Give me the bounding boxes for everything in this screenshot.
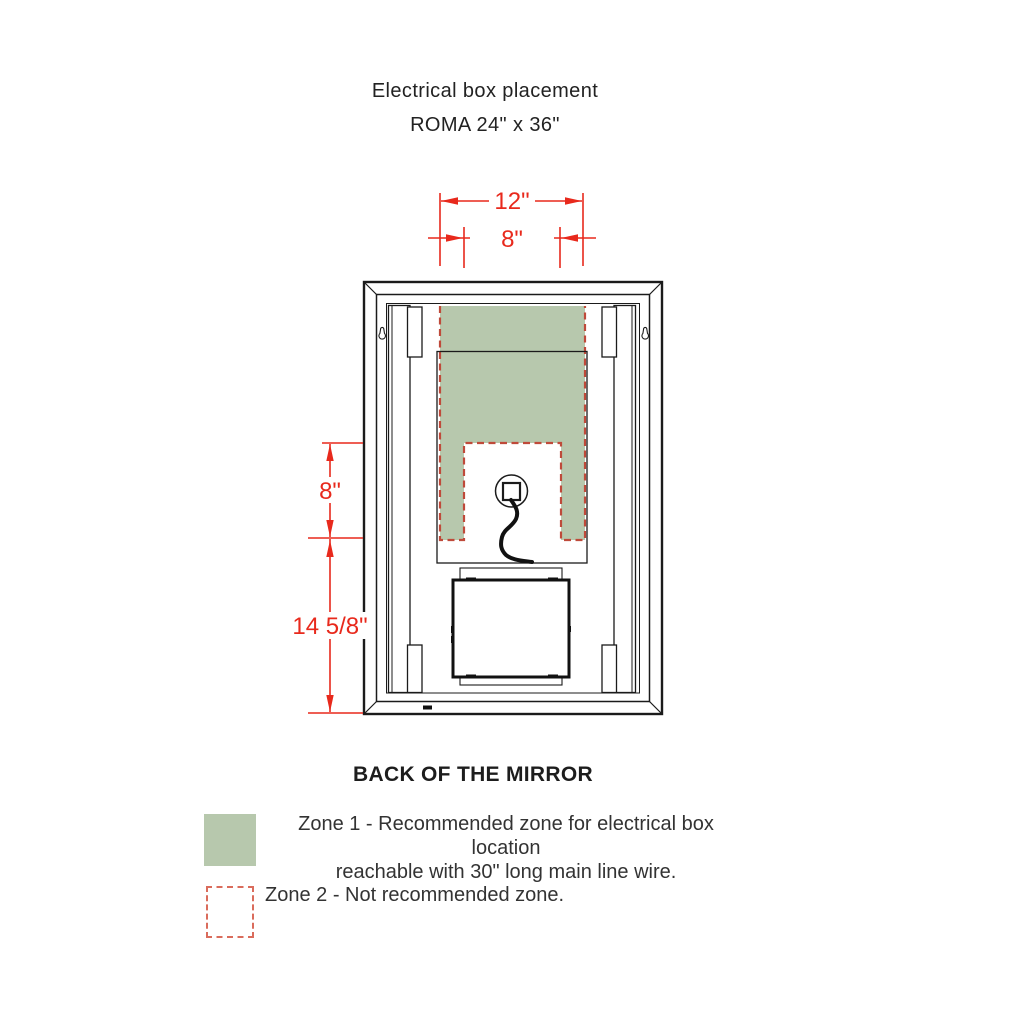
driver-box	[453, 580, 569, 677]
arrowhead	[326, 695, 333, 712]
title-line-1: Electrical box placement	[371, 80, 599, 102]
driver-box-side-mark	[451, 626, 455, 633]
title-line-2: ROMA 24" x 36"	[410, 114, 560, 136]
outlet-plug-square	[503, 483, 520, 500]
frame-corner-diagonal	[649, 701, 662, 714]
dim-label-12in: 12"	[494, 188, 530, 215]
zone1-legend-line2: reachable with 30" long main line wire.	[335, 861, 677, 883]
top-dimensions	[428, 188, 596, 268]
dim-label-8in-side: 8"	[319, 478, 341, 505]
right-top-bracket	[602, 307, 617, 357]
zone2-legend-text: Zone 2 - Not recommended zone.	[265, 884, 565, 906]
zone1-legend-line1: Zone 1 - Recommended zone for electrical box location	[298, 813, 714, 859]
driver-box-assembly	[451, 568, 571, 685]
driver-box-side-mark	[451, 636, 455, 643]
right-keyhole-icon	[642, 327, 649, 339]
frame-screw-mark	[423, 706, 432, 710]
left-bottom-bracket	[408, 645, 423, 693]
arrowhead	[326, 444, 333, 461]
dim-label-8in-top: 8"	[501, 226, 523, 253]
left-top-bracket	[408, 307, 423, 357]
arrowhead	[565, 197, 582, 204]
arrowhead	[326, 520, 333, 537]
driver-box-tab	[466, 675, 476, 679]
zone1-legend-text	[265, 812, 747, 884]
dim-label-14-5-8in: 14 5/8"	[292, 613, 368, 640]
power-cord	[501, 500, 532, 562]
side-dimensions	[292, 443, 367, 713]
zone1-swatch	[204, 814, 256, 866]
arrowhead	[561, 234, 578, 241]
arrowhead	[326, 540, 333, 557]
zone2-swatch	[206, 886, 254, 938]
right-bottom-bracket	[602, 645, 617, 693]
back-of-mirror-label: BACK OF THE MIRROR	[353, 763, 593, 786]
power-outlet	[496, 475, 533, 562]
driver-box-side-mark	[568, 626, 572, 632]
arrowhead	[446, 234, 463, 241]
frame-corner-diagonal	[649, 282, 662, 295]
left-keyhole-icon	[379, 327, 386, 339]
driver-box-tab	[548, 675, 558, 679]
frame-corner-diagonal	[364, 701, 377, 714]
driver-box-tab	[548, 578, 558, 582]
driver-box-tab	[466, 578, 476, 582]
frame-corner-diagonal	[364, 282, 377, 295]
arrowhead	[441, 197, 458, 204]
